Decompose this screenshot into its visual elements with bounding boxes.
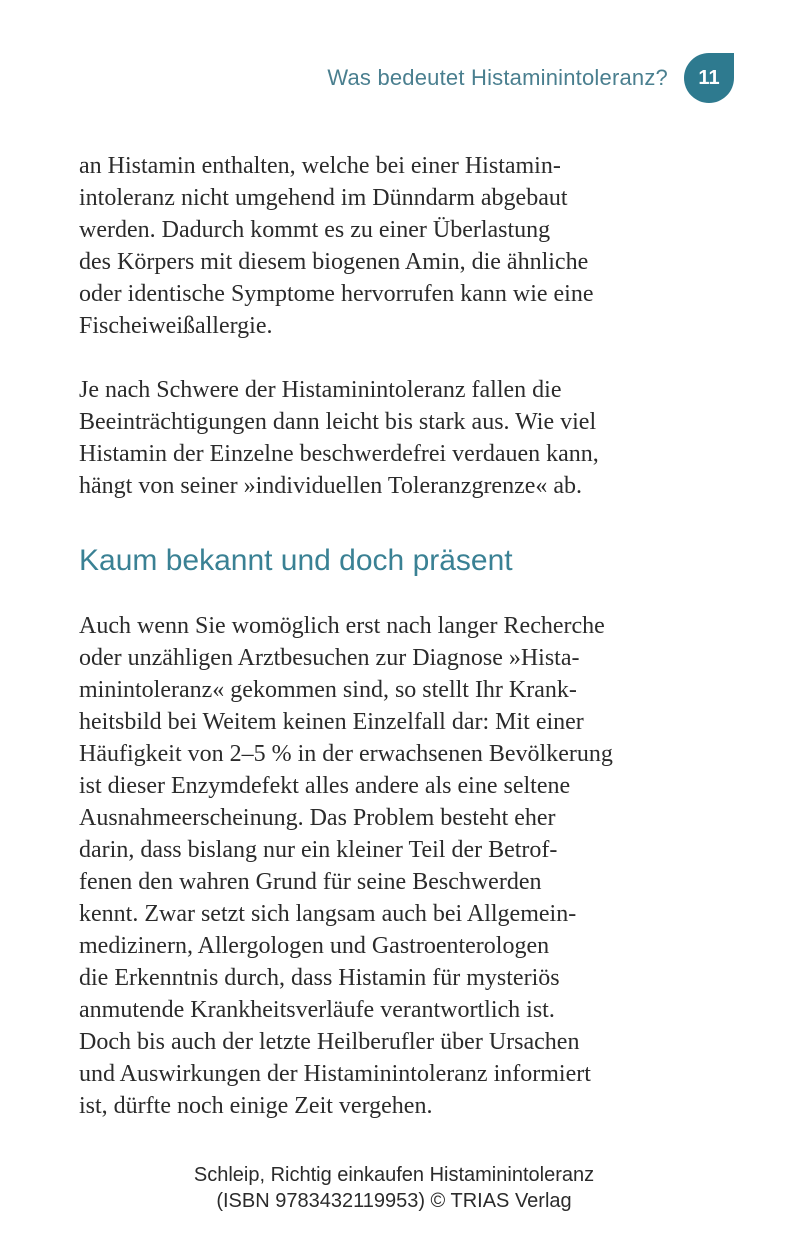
- text-line: Beeinträchtigungen dann leicht bis stark aus. Wie viel: [79, 409, 597, 435]
- text-line: hängt von seiner »individuellen Toleranzgrenze« ab.: [79, 473, 583, 499]
- text-line: Häufigkeit von 2–5 % in der erwachsenen Bevölkerung: [79, 741, 613, 767]
- text-line: Histamin der Einzelne beschwerdefrei verdauen kann,: [79, 441, 599, 467]
- text-line: fenen den wahren Grund für seine Beschwerden: [79, 869, 542, 895]
- text-line: Doch bis auch der letzte Heilberufler über Ursachen: [79, 1029, 580, 1055]
- text-line: oder identische Symptome hervorrufen kann wie eine: [79, 281, 594, 307]
- running-header: [0, 0, 788, 110]
- page-number-badge: 11: [684, 53, 734, 103]
- text-line: Fischeiweißallergie.: [79, 313, 273, 339]
- text-line: ist dieser Enzymdefekt alles andere als eine seltene: [79, 773, 571, 799]
- text-line: Auch wenn Sie womöglich erst nach langer Recherche: [79, 613, 605, 639]
- text-line: des Körpers mit diesem biogenen Amin, die ähnliche: [79, 249, 589, 275]
- running-title: Was bedeutet Histaminintoleranz?: [327, 65, 668, 90]
- text-line: werden. Dadurch kommt es zu einer Überlastung: [79, 217, 551, 243]
- text-line: an Histamin enthalten, welche bei einer Histamin-: [79, 153, 561, 179]
- footer-line-1: Schleip, Richtig einkaufen Histaminintoleranz: [193, 1164, 595, 1186]
- text-line: Ausnahmeerscheinung. Das Problem besteht eher: [79, 805, 556, 831]
- paragraph-2: [79, 374, 679, 502]
- text-line: und Auswirkungen der Histaminintoleranz informiert: [79, 1061, 591, 1087]
- footer-line-2: (ISBN 9783432119953) © TRIAS Verlag: [216, 1190, 572, 1212]
- text-line: oder unzähligen Arztbesuchen zur Diagnose »Hista-: [79, 645, 580, 671]
- page-content: [79, 150, 679, 1122]
- text-line: medizinern, Allergologen und Gastroenterologen: [79, 933, 550, 959]
- paragraph-3: [79, 610, 679, 1122]
- paragraph-1: [79, 150, 679, 342]
- text-line: darin, dass bislang nur ein kleiner Teil der Betrof-: [79, 837, 558, 863]
- section-heading: Kaum bekannt und doch präsent: [79, 544, 513, 577]
- footer-citation: [0, 1162, 788, 1214]
- text-line: intoleranz nicht umgehend im Dünndarm abgebaut: [79, 185, 568, 211]
- text-line: heitsbild bei Weitem keinen Einzelfall dar: Mit einer: [79, 709, 584, 735]
- text-line: minintoleranz« gekommen sind, so stellt Ihr Krank-: [79, 677, 577, 703]
- text-line: anmutende Krankheitsverläufe verantwortlich ist.: [79, 997, 555, 1023]
- text-line: die Erkenntnis durch, dass Histamin für mysteriös: [79, 965, 560, 991]
- text-line: ist, dürfte noch einige Zeit vergehen.: [79, 1093, 433, 1119]
- text-line: Je nach Schwere der Histaminintoleranz fallen die: [79, 377, 562, 403]
- text-line: kennt. Zwar setzt sich langsam auch bei Allgemein-: [79, 901, 577, 927]
